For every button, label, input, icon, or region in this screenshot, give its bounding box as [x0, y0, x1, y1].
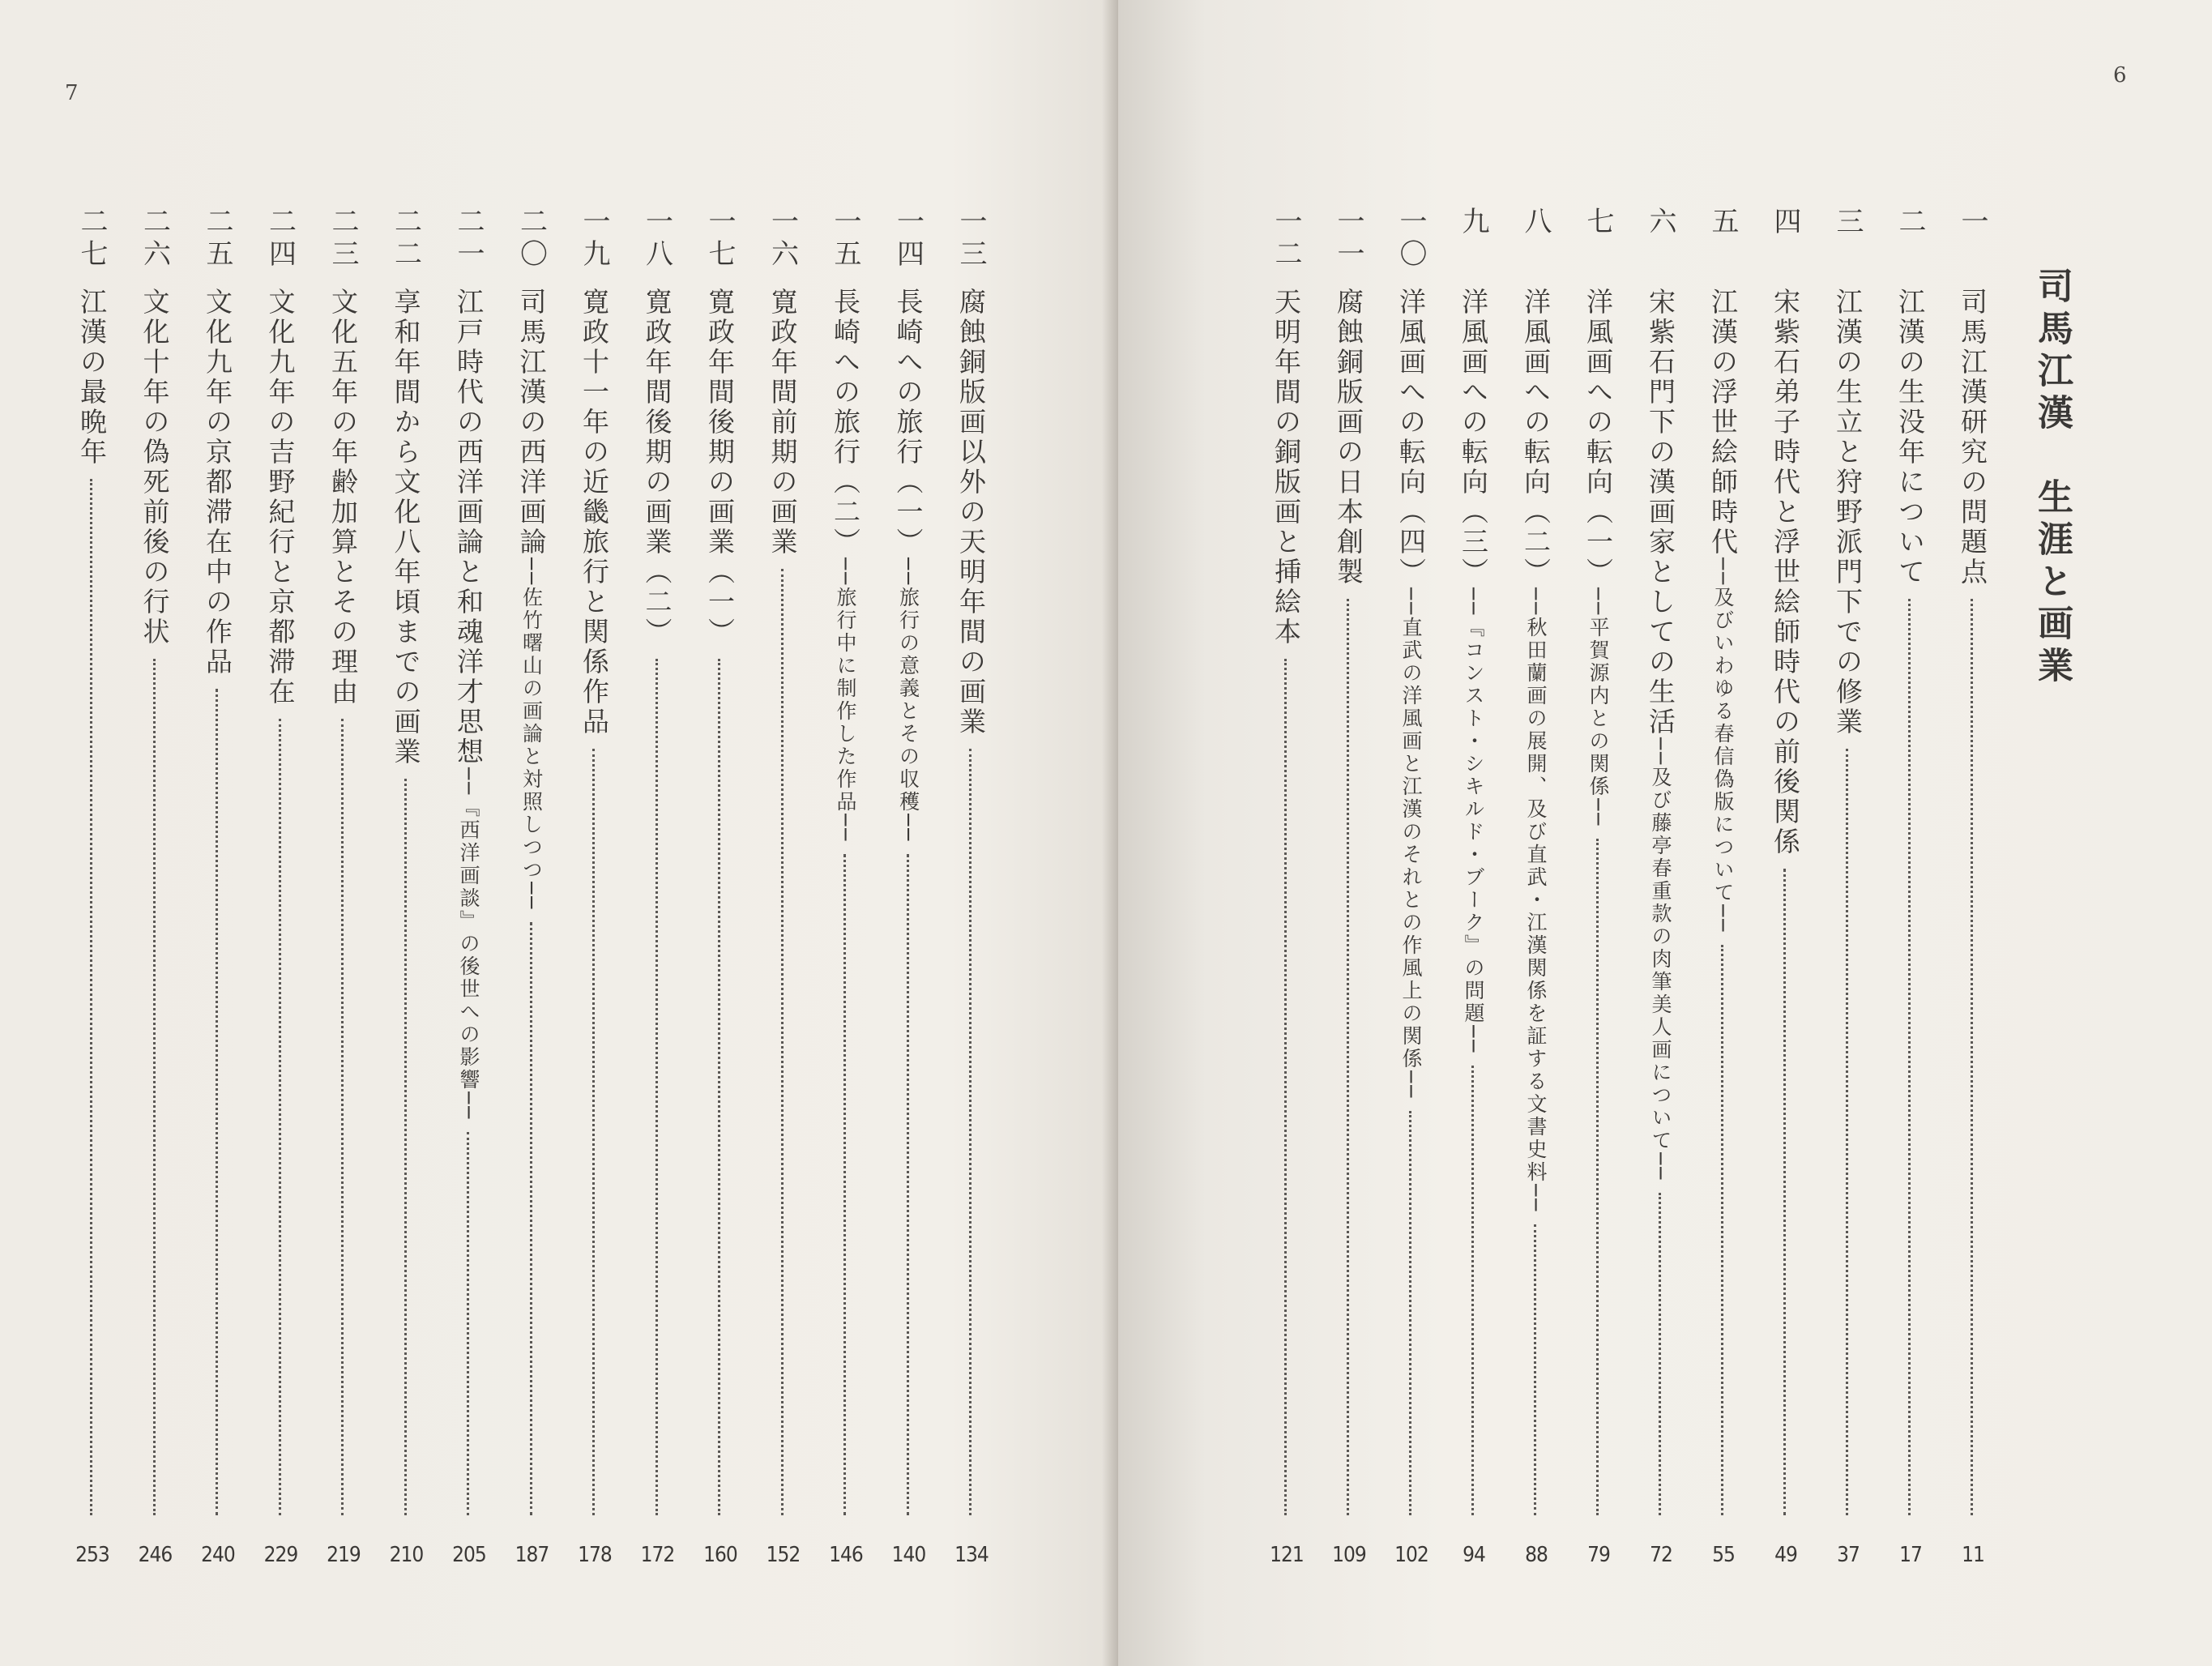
chapter-title: 司馬江漢の西洋画論: [515, 288, 548, 557]
chapter-title-line: [77, 288, 106, 468]
dot-leader: [1347, 599, 1349, 1515]
chapter-title: 天明年間の銅版画と挿絵本: [1270, 288, 1302, 647]
dot-leader: [592, 749, 595, 1515]
dot-leader: [1971, 599, 1973, 1515]
page-reference: 11: [1962, 1543, 1984, 1567]
chapter-number: 一: [1956, 207, 1988, 239]
toc-entry: [824, 207, 866, 1567]
chapter-number: 九: [1457, 207, 1489, 239]
dot-leader: [153, 659, 156, 1515]
chapter-title-line: [140, 288, 169, 647]
chapter-number: 二二: [389, 207, 422, 271]
toc-entry: [887, 207, 929, 1567]
toc-entry: [698, 207, 741, 1567]
chapter-title: 司馬江漢研究の問題点: [1957, 288, 1988, 587]
toc-entry: [573, 207, 615, 1567]
chapter-title: 宋紫石弟子時代と浮世絵師時代の前後関係: [1770, 288, 1801, 857]
chapter-number: 二四: [263, 207, 297, 271]
page-reference: 152: [766, 1543, 801, 1567]
chapter-title-line: [1271, 288, 1300, 647]
chapter-number: 二〇: [515, 207, 548, 271]
page-reference: 55: [1712, 1543, 1735, 1567]
chapter-number: 二七: [75, 207, 108, 271]
page-number-right: 6: [2113, 63, 2127, 88]
chapter-number: 二五: [201, 207, 233, 271]
page-reference: 246: [138, 1543, 173, 1567]
toc-entry: [1452, 207, 1494, 1567]
dot-leader: [90, 479, 92, 1515]
chapter-number: 一五: [829, 207, 861, 271]
chapter-subtitle: ──旅行中に制作した作品──: [834, 557, 857, 844]
toc-entry: [322, 207, 364, 1567]
chapter-number: 一二: [1270, 207, 1302, 271]
page-reference: 178: [578, 1543, 612, 1567]
chapter-subtitle: ──平賀源内との関係──: [1586, 587, 1610, 828]
dot-leader: [216, 689, 218, 1515]
chapter-title: 江漢の最晩年: [76, 288, 108, 468]
chapter-title-line: [1334, 288, 1363, 587]
chapter-title-line: [1583, 288, 1612, 827]
chapter-number: 二: [1894, 207, 1926, 239]
chapter-title-line: [1396, 288, 1425, 1100]
chapter-title-line: [1770, 288, 1800, 857]
toc-entry: [134, 207, 176, 1567]
toc-entry: [1951, 207, 1993, 1567]
dot-leader: [969, 749, 971, 1515]
dot-leader: [530, 922, 532, 1515]
chapter-title-line: [1958, 288, 1987, 587]
toc-entry: [1639, 207, 1681, 1567]
dot-leader: [1471, 1066, 1474, 1515]
chapter-title: 江漢の浮世絵師時代: [1707, 288, 1739, 557]
page-reference: 102: [1394, 1543, 1428, 1567]
chapter-title: 洋風画への転向（一）: [1582, 288, 1614, 587]
chapter-number: 八: [1519, 207, 1552, 239]
chapter-title-line: [643, 288, 672, 647]
chapter-number: 一六: [766, 207, 799, 271]
page-reference: 49: [1774, 1543, 1797, 1567]
chapter-title-line: [705, 288, 734, 647]
chapter-title: 文化五年の年齢加算とその理由: [327, 288, 359, 707]
toc-entry: [1265, 207, 1307, 1567]
page-reference: 121: [1270, 1543, 1304, 1567]
chapter-subtitle: ──佐竹曙山の画論と対照しつつ──: [519, 557, 544, 912]
dot-leader: [1846, 749, 1848, 1515]
page-reference: 79: [1587, 1543, 1610, 1567]
page-reference: 253: [75, 1543, 109, 1567]
chapter-title-line: [517, 288, 546, 911]
toc-entry: [385, 207, 427, 1567]
chapter-title: 長崎への旅行（一）: [892, 288, 925, 557]
chapter-title: 文化九年の吉野紀行と京都滞在: [264, 288, 297, 707]
dot-leader: [1596, 839, 1599, 1515]
chapter-subtitle: ──旅行の意義とその収穫──: [896, 557, 920, 844]
chapter-number: 七: [1582, 207, 1614, 239]
chapter-title-line: [831, 288, 860, 843]
page-number-left: 7: [65, 81, 79, 105]
dot-leader: [467, 1132, 469, 1515]
chapter-number: 一〇: [1394, 207, 1427, 271]
toc-entry: [762, 207, 804, 1567]
page-reference: 109: [1332, 1543, 1366, 1567]
chapter-title: 江戸時代の西洋画論と和魂洋才思想: [453, 288, 485, 767]
page-reference: 88: [1525, 1543, 1548, 1567]
chapter-title: 寛政年間後期の画業（二）: [641, 288, 673, 647]
chapter-title-line: [579, 288, 609, 737]
page-reference: 219: [327, 1543, 361, 1567]
chapter-title: 洋風画への転向（三）: [1458, 288, 1489, 587]
chapter-title: 寛政年間前期の画業: [767, 288, 799, 557]
page-reference: 160: [703, 1543, 737, 1567]
dot-leader: [279, 719, 281, 1515]
dot-leader: [341, 719, 344, 1515]
chapter-number: 一七: [703, 207, 736, 271]
chapter-title-line: [203, 288, 232, 677]
toc-entry: [259, 207, 301, 1567]
chapter-title-line: [768, 288, 797, 557]
toc-entry: [950, 207, 992, 1567]
chapter-number: 五: [1706, 207, 1739, 239]
chapter-title-line: [328, 288, 357, 707]
chapter-title: 享和年間から文化八年頃までの画業: [390, 288, 422, 767]
dot-leader: [1284, 659, 1287, 1515]
chapter-title: 寛政十一年の近畿旅行と関係作品: [579, 288, 610, 737]
toc-entry: [1826, 207, 1868, 1567]
toc-entry: [196, 207, 238, 1567]
dot-leader: [843, 854, 846, 1515]
chapter-number: 一三: [954, 207, 987, 271]
chapter-title-line: [391, 288, 421, 767]
chapter-number: 二一: [452, 207, 485, 271]
chapter-number: 一九: [578, 207, 610, 271]
section-title: 司馬江漢 生涯と画業: [2031, 267, 2073, 689]
chapter-title-line: [1521, 288, 1550, 1213]
chapter-subtitle: ──直武の洋風画と江漢のそれとの作風上の関係──: [1399, 587, 1423, 1100]
toc-entry: [1889, 207, 1931, 1567]
page-reference: 172: [640, 1543, 675, 1567]
toc-entry: [447, 207, 489, 1567]
toc-entry: [510, 207, 553, 1567]
chapter-title-line: [1895, 288, 1924, 587]
chapter-title: 江漢の生立と狩野派門下での修業: [1832, 288, 1864, 737]
chapter-title: 洋風画への転向（四）: [1395, 288, 1427, 587]
page-reference: 17: [1899, 1543, 1922, 1567]
toc-entry: [636, 207, 678, 1567]
chapter-title-line: [266, 288, 295, 707]
chapter-title-line: [956, 288, 985, 737]
dot-leader: [1409, 1111, 1411, 1515]
chapter-title: 文化十年の偽死前後の行状: [139, 288, 171, 647]
chapter-title-line: [1458, 288, 1488, 1054]
chapter-title-line: [454, 288, 483, 1121]
chapter-number: 二三: [327, 207, 359, 271]
chapter-number: 一一: [1332, 207, 1364, 271]
dot-leader: [1908, 599, 1911, 1515]
chapter-title: 洋風画への転向（二）: [1520, 288, 1552, 587]
toc-entry: [1390, 207, 1432, 1567]
page-reference: 205: [452, 1543, 486, 1567]
page-reference: 187: [515, 1543, 549, 1567]
toc-entry: [1327, 207, 1369, 1567]
chapter-subtitle: ──『西洋画談』の後世への影響──: [457, 767, 480, 1121]
toc-entry: [1577, 207, 1619, 1567]
dot-leader: [404, 779, 407, 1515]
chapter-title: 江漢の生没年について: [1894, 288, 1926, 587]
toc-entry: [1514, 207, 1557, 1567]
chapter-number: 一四: [891, 207, 925, 271]
dot-leader: [1783, 869, 1786, 1515]
chapter-subtitle: ──『コンスト・シキルド・ブーク』の問題──: [1462, 587, 1485, 1055]
toc-entry: [1702, 207, 1744, 1567]
chapter-subtitle: ──秋田蘭画の展開、及び直武・江漢関係を証する文書史料──: [1524, 587, 1548, 1214]
chapter-subtitle: ──及びいわゆる春信偽版について──: [1711, 557, 1735, 934]
dot-leader: [1659, 1193, 1661, 1515]
dot-leader: [1721, 945, 1723, 1515]
chapter-subtitle: ──及び藤亭春重款の肉筆美人画について──: [1649, 737, 1672, 1182]
page-reference: 210: [389, 1543, 424, 1567]
toc-entry: [70, 207, 113, 1567]
right-page: [1118, 0, 2212, 1666]
chapter-title-line: [1708, 288, 1737, 933]
chapter-number: 三: [1831, 207, 1864, 239]
page-reference: 146: [829, 1543, 863, 1567]
dot-leader: [1534, 1224, 1536, 1515]
chapter-number: 四: [1769, 207, 1801, 239]
page-reference: 240: [201, 1543, 235, 1567]
chapter-title: 長崎への旅行（二）: [830, 288, 861, 557]
page-reference: 140: [891, 1543, 926, 1567]
chapter-title: 腐蝕銅版画以外の天明年間の画業: [955, 288, 987, 737]
dot-leader: [655, 659, 658, 1515]
chapter-title: 文化九年の京都滞在中の作品: [202, 288, 233, 677]
chapter-number: 一八: [640, 207, 673, 271]
section-title-column: [2026, 267, 2076, 1608]
dot-leader: [781, 569, 784, 1515]
page-reference: 37: [1837, 1543, 1860, 1567]
chapter-title-line: [1646, 288, 1675, 1181]
dot-leader: [907, 854, 909, 1515]
chapter-title-line: [894, 288, 923, 843]
page-reference: 72: [1650, 1543, 1672, 1567]
chapter-number: 六: [1644, 207, 1676, 239]
chapter-title: 寛政年間後期の画業（一）: [704, 288, 736, 647]
chapter-title: 腐蝕銅版画の日本創製: [1333, 288, 1364, 587]
toc-entry: [1764, 207, 1806, 1567]
page-reference: 229: [263, 1543, 298, 1567]
chapter-title-line: [1833, 288, 1862, 737]
dot-leader: [718, 659, 720, 1515]
page-reference: 134: [954, 1543, 989, 1567]
chapter-number: 二六: [138, 207, 171, 271]
chapter-title: 宋紫石門下の漢画家としての生活: [1645, 288, 1676, 737]
page-reference: 94: [1463, 1543, 1485, 1567]
